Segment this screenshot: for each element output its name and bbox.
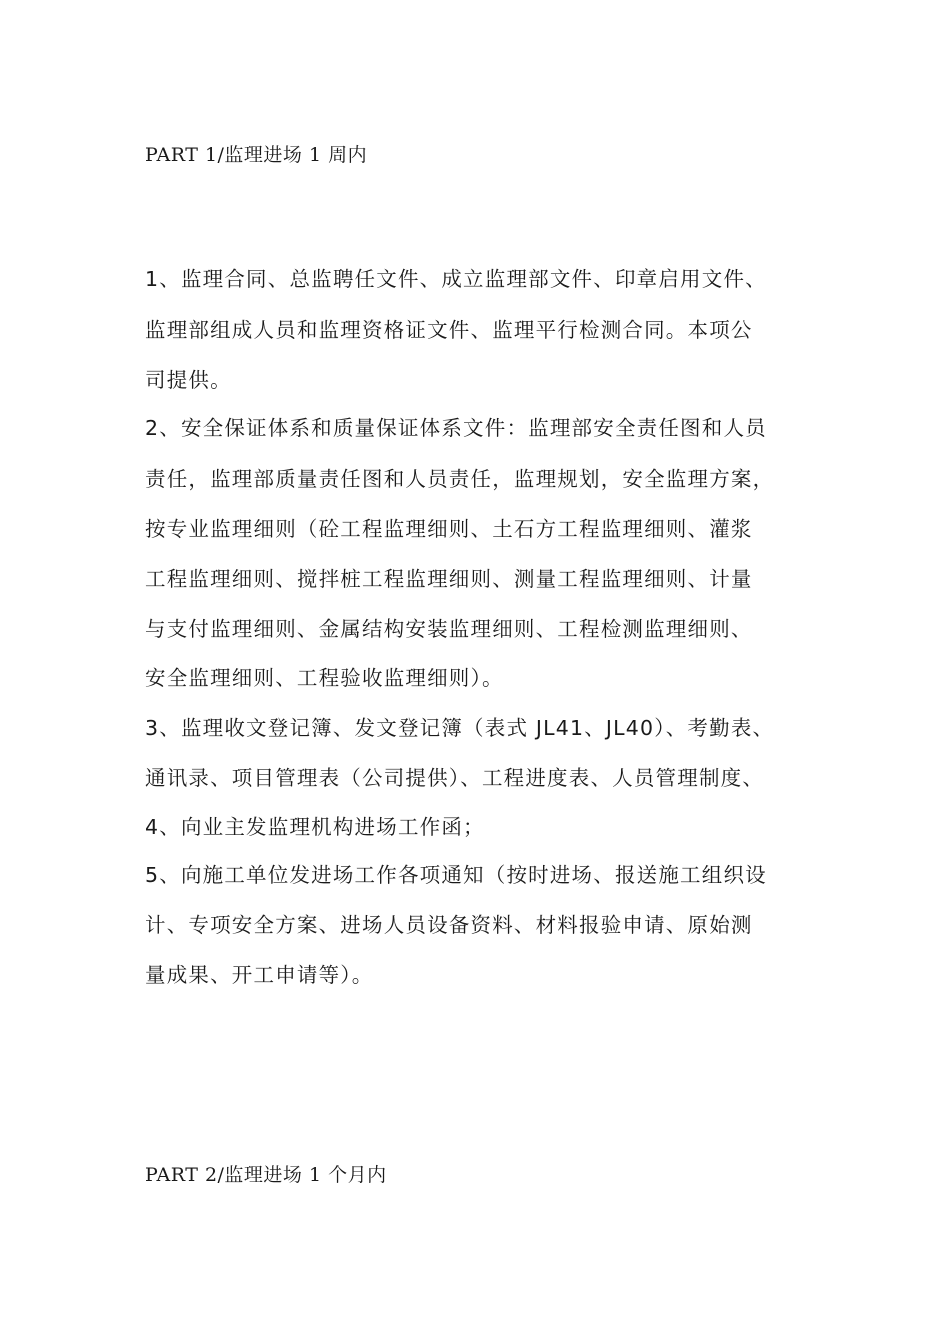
part1-line-2: 监理部组成人员和监理资格证文件、监理平行检测合同。本项公 (145, 318, 753, 342)
part1-line-8: 与支付监理细则、金属结构安装监理细则、工程检测监理细则、 (145, 617, 753, 641)
part1-line-5: 责任，监理部质量责任图和人员责任，监理规划，安全监理方案， (145, 467, 775, 491)
part1-line-15: 量成果、开工申请等）。 (145, 963, 374, 987)
part1-line-13: 5、向施工单位发进场工作各项通知（按时进场、报送施工组织设 (145, 863, 767, 887)
part1-line-12: 4、向业主发监理机构进场工作函； (145, 815, 485, 839)
part1-line-3: 司提供。 (145, 368, 232, 392)
part1-heading: PART 1/监理进场 1 周内 (145, 144, 368, 166)
part1-line-14: 计、专项安全方案、进场人员设备资料、材料报验申请、原始测 (145, 913, 753, 937)
part1-line-9: 安全监理细则、工程验收监理细则）。 (145, 666, 504, 690)
part1-line-11: 通讯录、项目管理表（公司提供）、工程进度表、人员管理制度、 (145, 766, 765, 790)
part1-line-6: 按专业监理细则（砼工程监理细则、土石方工程监理细则、灌浆 (145, 517, 753, 541)
part1-line-10: 3、监理收文登记簿、发文登记簿（表式 JL41、JL40）、考勤表、 (145, 716, 775, 740)
part2-heading: PART 2/监理进场 1 个月内 (145, 1164, 387, 1186)
part1-line-4: 2、安全保证体系和质量保证体系文件：监理部安全责任图和人员 (145, 416, 767, 440)
part1-line-1: 1、监理合同、总监聘任文件、成立监理部文件、印章启用文件、 (145, 267, 767, 291)
part1-line-7: 工程监理细则、搅拌桩工程监理细则、测量工程监理细则、计量 (145, 567, 753, 591)
